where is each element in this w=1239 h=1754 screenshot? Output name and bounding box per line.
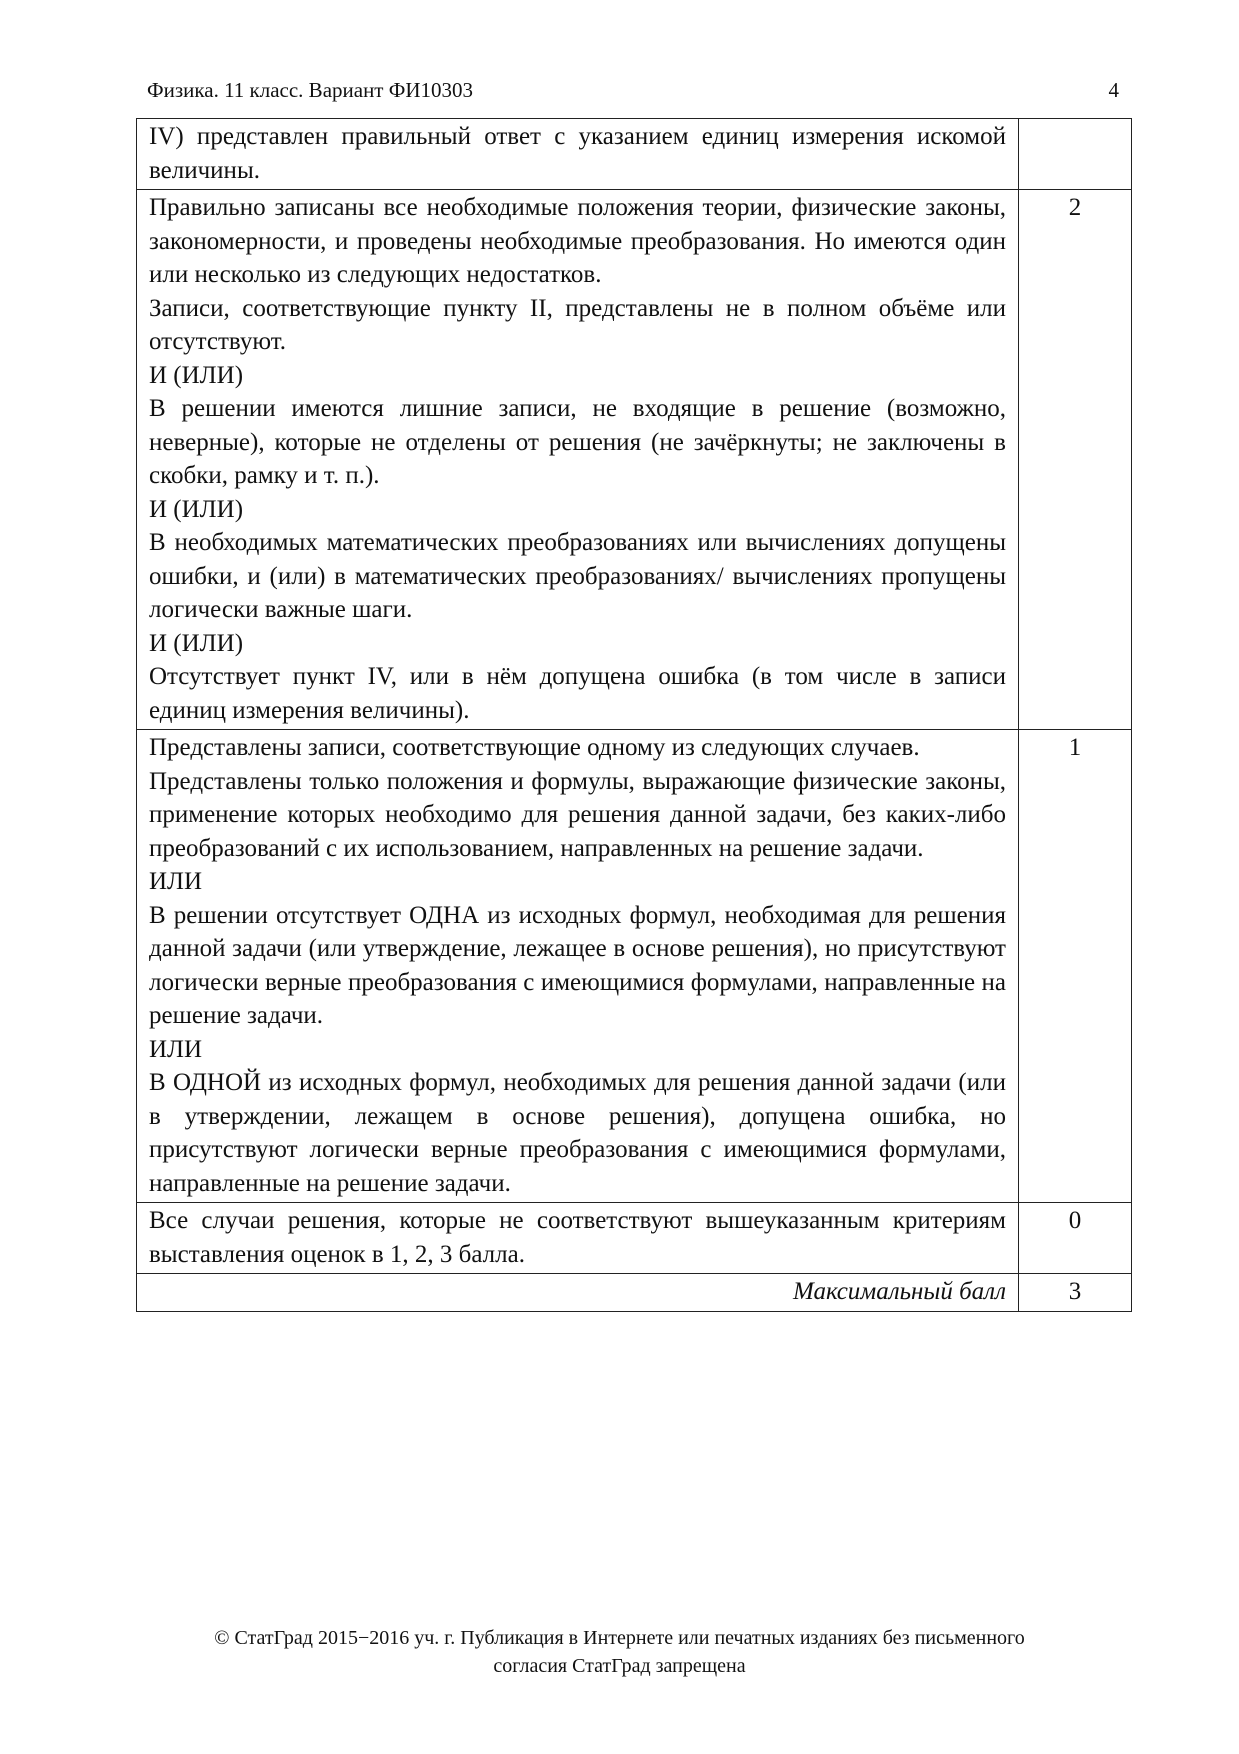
criteria-paragraph: И (ИЛИ) bbox=[149, 361, 244, 389]
criteria-paragraph: И (ИЛИ) bbox=[149, 495, 244, 523]
page-number: 4 bbox=[1108, 78, 1119, 102]
criteria-description-cell bbox=[137, 730, 1019, 1203]
page-footer bbox=[100, 1624, 1139, 1680]
criteria-score-cell: 2 bbox=[1019, 190, 1132, 730]
criteria-paragraph: В решении имеются лишние записи, не входящие в решение (возможно, неверные), которые не отделены от решения (не зачёркнуты; не заключены в скобки, рамку и т. п.). bbox=[149, 395, 1006, 489]
criteria-paragraph: Все случаи решения, которые не соответствуют вышеуказанным критериям выставления оценок в 1, 2, 3 балла. bbox=[149, 1207, 1006, 1268]
criteria-paragraph: В необходимых математических преобразованиях или вычислениях допущены ошибки, и (или) в математических преобразованиях/ вычислениях пропущены логически важные шаги. bbox=[149, 529, 1006, 623]
criteria-paragraph: Отсутствует пункт IV, или в нём допущена ошибка (в том числе в записи единиц измерения величины). bbox=[149, 663, 1006, 724]
criteria-row bbox=[137, 1203, 1132, 1274]
criteria-paragraph: И (ИЛИ) bbox=[149, 629, 244, 657]
footer-copyright-line-2: согласия СтатГрад запрещена bbox=[493, 1655, 746, 1677]
criteria-row bbox=[137, 730, 1132, 1203]
criteria-description-cell bbox=[137, 119, 1019, 190]
criteria-row bbox=[137, 190, 1132, 730]
max-score-row bbox=[137, 1274, 1132, 1312]
criteria-description-cell bbox=[137, 190, 1019, 730]
criteria-description-cell bbox=[137, 1203, 1019, 1274]
criteria-paragraph: ИЛИ bbox=[149, 1035, 203, 1063]
criteria-paragraph: Записи, соответствующие пункту II, представлены не в полном объёме или отсутствуют. bbox=[149, 294, 1006, 355]
page-header bbox=[147, 78, 1119, 108]
criteria-paragraph: В решении отсутствует ОДНА из исходных формул, необходимая для решения данной задачи (или утверждение, лежащее в основе решения), но присутствуют логически верные преобразования с имеющимися формулами, направленные на решение задачи. bbox=[149, 901, 1006, 1029]
criteria-score-cell bbox=[1019, 119, 1132, 190]
criteria-paragraph: Представлены только положения и формулы, выражающие физические законы, применение которых необходимо для решения данной задачи, без каких-либо преобразований с их использованием, направленных на решение задачи. bbox=[149, 767, 1006, 862]
criteria-paragraph: Представлены записи, соответствующие одному из следующих случаев. bbox=[149, 734, 920, 761]
footer-copyright-line-1: © СтатГрад 2015−2016 уч. г. Публикация в Интернете или печатных изданиях без письменного bbox=[214, 1627, 1025, 1649]
criteria-table-body bbox=[137, 119, 1132, 1312]
criteria-paragraph: IV) представлен правильный ответ с указанием единиц измерения искомой величины. bbox=[149, 123, 1006, 184]
criteria-paragraph: ИЛИ bbox=[149, 868, 203, 895]
criteria-score-cell: 1 bbox=[1019, 730, 1132, 1203]
max-score-value: 3 bbox=[1019, 1274, 1132, 1312]
max-score-label: Максимальный балл bbox=[137, 1274, 1019, 1312]
document-title: Физика. 11 класс. Вариант ФИ10303 bbox=[147, 78, 473, 102]
grading-criteria-table bbox=[136, 118, 1132, 1312]
criteria-row bbox=[137, 119, 1132, 190]
criteria-paragraph: Правильно записаны все необходимые положения теории, физические законы, закономерности, и проведены необходимые преобразования. Но имеются один или несколько из следующих недостатков. bbox=[149, 194, 1006, 288]
criteria-score-cell: 0 bbox=[1019, 1203, 1132, 1274]
criteria-paragraph: В ОДНОЙ из исходных формул, необходимых для решения данной задачи (или в утверждении, лежащем в основе решения), допущена ошибка, но присутствуют логически верные преобразования с имеющимися формулами, направленные на решение задачи. bbox=[149, 1069, 1006, 1197]
